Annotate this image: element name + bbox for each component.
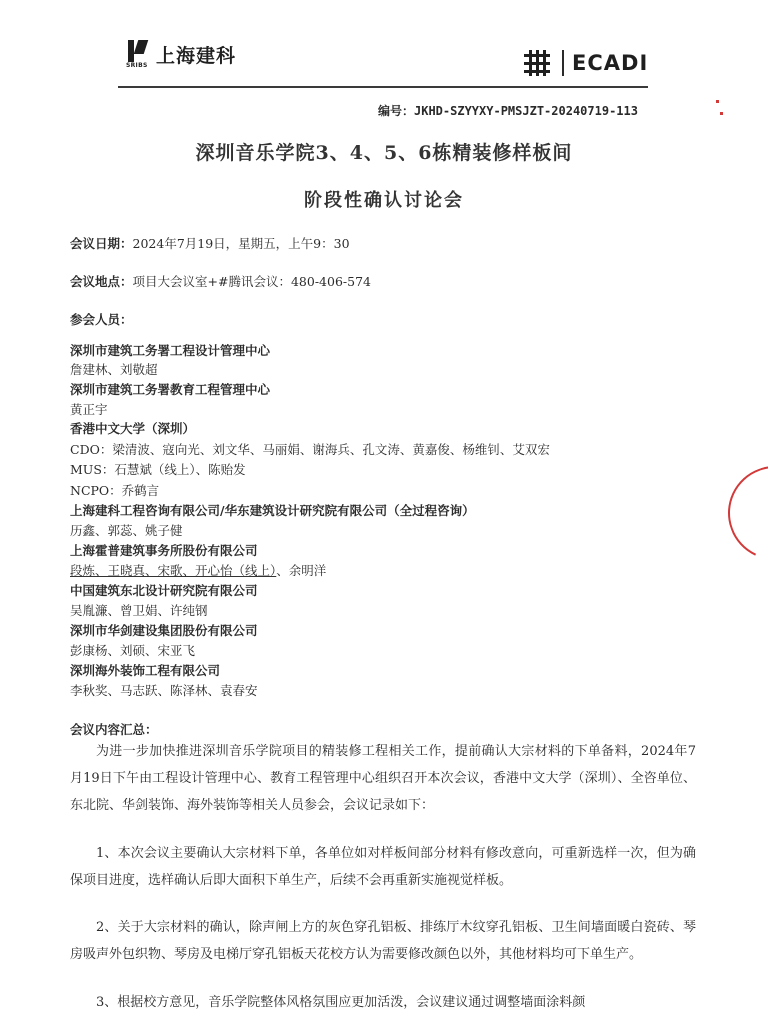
org-people [70, 561, 326, 579]
red-mark [720, 112, 723, 115]
sribs-logo [126, 38, 236, 70]
red-mark [716, 100, 719, 103]
org-name: 深圳市华剑建设集团股份有限公司 [70, 623, 258, 638]
org-people: 詹建林、刘敬超 [70, 362, 158, 377]
org-name: 深圳海外装饰工程有限公司 [70, 663, 221, 678]
summary-item: 3、根据校方意见，音乐学院整体风格氛围应更加活泼，会议建议通过调整墙面涂料颜 [96, 995, 586, 1010]
document-number: 编号：JKHD-SZYYXY-PMSJZT-20240719-113 [378, 104, 638, 118]
org-name: 中国建筑东北设计研究院有限公司 [70, 583, 258, 598]
sribs-logo-icon [126, 38, 152, 70]
ecadi-logo [522, 48, 648, 78]
org-people: 李秋奖、马志跃、陈泽林、袁春安 [70, 683, 258, 698]
meeting-place-row [70, 272, 371, 290]
meeting-place-label: 会议地点： [70, 274, 133, 289]
document-subtitle: 阶段性确认讨论会 [304, 190, 464, 211]
org-people: MUS：石慧斌（线上）、陈贻发 [70, 462, 246, 477]
org-people-rest: 、余明洋 [276, 563, 327, 578]
org-people: NCPO：乔鹤言 [70, 483, 160, 498]
meeting-date-row [70, 234, 350, 252]
org-name: 上海霍普建筑事务所股份有限公司 [70, 543, 258, 558]
org-name: 深圳市建筑工务署教育工程管理中心 [70, 382, 271, 397]
document-title: 深圳音乐学院3、4、5、6栋精装修样板间 [195, 142, 573, 164]
ecadi-logo-text: ECADI [572, 51, 649, 75]
red-seal-fragment [715, 453, 768, 573]
meeting-date-label: 会议日期： [70, 236, 133, 251]
org-people: CDO：梁清波、寇向光、刘文华、马丽娟、谢海兵、孔文涛、黄嘉俊、杨维钊、艾双宏 [70, 442, 550, 457]
attendees-label: 参会人员： [70, 312, 133, 327]
summary-item: 2、关于大宗材料的确认，除声闸上方的灰色穿孔铝板、排练厅木纹穿孔铝板、卫生间墙面暖白瓷砖、琴房吸声外包织物、琴房及电梯厅穿孔铝板天花校方认为需要修改颜色以外，其他材料均可下单生产。 [70, 920, 696, 962]
sribs-logo-sub: SRIBS [126, 62, 148, 69]
sribs-logo-text: 上海建科 [156, 44, 237, 67]
ecadi-logo-icon [522, 48, 552, 78]
ecadi-separator [562, 50, 564, 76]
header-divider [118, 86, 648, 88]
org-name: 香港中文大学（深圳） [70, 421, 196, 436]
org-name: 深圳市建筑工务署工程设计管理中心 [70, 343, 271, 358]
org-name: 上海建科工程咨询有限公司/华东建筑设计研究院有限公司（全过程咨询） [70, 503, 475, 518]
org-people: 彭康杨、刘硕、宋亚飞 [70, 643, 196, 658]
meeting-place-value: 项目大会议室+#腾讯会议：480-406-574 [132, 274, 371, 289]
summary-intro: 为进一步加快推进深圳音乐学院项目的精装修工程相关工作，提前确认大宗材料的下单备料，2024年7月19日下午由工程设计管理中心、教育工程管理中心组织召开本次会议，香港中文大学（深圳）、全咨单位、东北院、华剑装饰、海外装饰等相关人员参会，会议记录如下： [70, 744, 696, 813]
summary-item: 1、本次会议主要确认大宗材料下单，各单位如对样板间部分材料有修改意向，可重新选样一次，但为确保项目进度，选样确认后即大面积下单生产，后续不会再重新实施视觉样板。 [70, 846, 696, 888]
org-people: 吴胤濂、曾卫娟、许纯钢 [70, 603, 208, 618]
summary-label: 会议内容汇总： [70, 722, 158, 737]
org-people: 黄正宇 [70, 402, 108, 417]
meeting-date-value: 2024年7月19日，星期五，上午9：30 [132, 236, 350, 251]
org-people: 历鑫、郭蕊、姚子健 [70, 523, 183, 538]
org-people-underlined: 段炼、王晓真、宋歌、开心怡（线上） [70, 563, 277, 578]
